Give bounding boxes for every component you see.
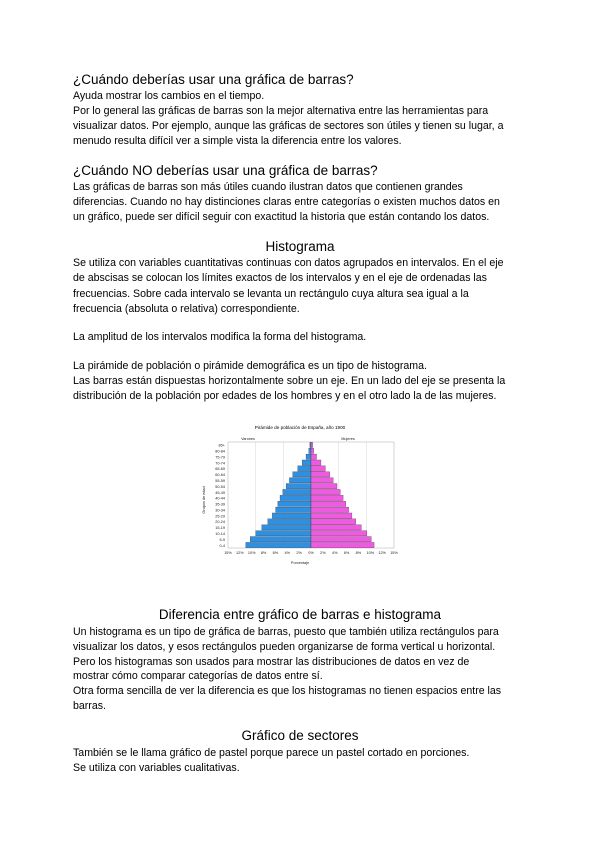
x-tick-label: 8% xyxy=(355,551,362,555)
x-tick-label: 6% xyxy=(272,551,279,555)
population-pyramid-svg xyxy=(198,418,402,568)
y-tick-label: 20-24 xyxy=(215,520,225,525)
bar-varones xyxy=(276,507,311,512)
x-axis-label: Porcentaje xyxy=(290,561,310,565)
population-pyramid-chart xyxy=(198,418,402,568)
bar-varones xyxy=(256,531,311,536)
bar-varones xyxy=(289,478,311,483)
bar-varones xyxy=(298,466,311,471)
heading-histograma: Histograma xyxy=(265,239,335,254)
paragraph-line: Un histograma es un tipo de gráfica de barras, puesto que también utiliza rectángulos para xyxy=(73,626,499,638)
paragraph-line: distribución de la población por edades de los hombres y en el otro lado la de las mujeres. xyxy=(73,390,497,402)
paragraph-line: Pero los histogramas son usados para mostrar las distribuciones de datos en vez de xyxy=(73,656,470,668)
x-tick-label: 15% xyxy=(224,551,232,555)
y-tick-label: 40-44 xyxy=(215,496,225,501)
y-tick-label: 0-4 xyxy=(219,543,225,548)
y-tick-label: 75-79 xyxy=(215,455,225,460)
x-tick-label: 12% xyxy=(378,551,386,555)
bar-mujeres xyxy=(311,519,356,524)
paragraph-line: mostrar cómo comparar categorías de datos entre sí. xyxy=(73,670,323,682)
bar-mujeres xyxy=(311,531,367,536)
bar-mujeres xyxy=(311,478,333,483)
paragraph-line: frecuencias. Sobre cada intervalo se levanta un rectángulo cuya altura sea igual a la xyxy=(73,288,469,300)
bar-varones xyxy=(309,448,311,453)
x-tick-label: 8% xyxy=(260,551,267,555)
paragraph-line: También se le llama gráfico de pastel porque parece un pastel cortado en porciones. xyxy=(73,747,470,759)
bar-mujeres xyxy=(311,454,317,459)
heading-when-not-use-bar-chart: ¿Cuándo NO deberías usar una gráfica de barras? xyxy=(73,163,378,178)
bar-varones xyxy=(302,460,311,465)
y-tick-label: 30-34 xyxy=(215,508,225,513)
y-tick-label: 70-74 xyxy=(215,461,225,466)
paragraph-line: diferencias. Cuando no hay distinciones claras entre categorías o existen muchos datos en xyxy=(73,196,500,208)
paragraph-line: Otra forma sencilla de ver la diferencia es que los histogramas no tienen espacios entre las xyxy=(73,685,502,697)
bar-varones xyxy=(262,525,311,530)
paragraph-line: frecuencia (absoluta o relativa) correspondiente. xyxy=(73,303,300,315)
x-tick-label: 4% xyxy=(331,551,338,555)
paragraph-line: un gráfico, puede ser difícil seguir con exactitud la historia que están contando los datos. xyxy=(73,211,490,223)
paragraph-line: visualizar datos. Por ejemplo, aunque las gráficas de sectores son útiles y tienen su lugar, a xyxy=(73,120,504,132)
paragraph-line: visualizar los datos, y esos rectángulos pueden organizarse de forma vertical u horizontal. xyxy=(73,641,496,653)
x-tick-label: 2% xyxy=(320,551,326,555)
bar-mujeres xyxy=(311,513,352,518)
x-tick-label: 10% xyxy=(247,551,256,555)
bar-varones xyxy=(250,537,311,542)
y-tick-label: 85+ xyxy=(218,443,225,448)
bar-mujeres xyxy=(311,460,321,465)
bar-varones xyxy=(310,442,311,447)
paragraph-line: Las gráficas de barras son más útiles cuando ilustran datos que contienen grandes xyxy=(73,181,463,193)
y-tick-label: 60-64 xyxy=(215,473,225,478)
y-tick-label: 5-9 xyxy=(219,537,225,542)
y-tick-label: 55-59 xyxy=(215,479,225,484)
bar-varones xyxy=(283,489,311,494)
legend-varones: Varones xyxy=(241,437,255,441)
y-tick-label: 15-19 xyxy=(215,526,225,531)
bar-varones xyxy=(268,519,311,524)
paragraph-line: barras. xyxy=(73,700,106,712)
bar-mujeres xyxy=(311,442,313,447)
paragraph-line: Se utiliza con variables cuantitativas continuas con datos agrupados en intervalos. En el eje xyxy=(73,257,504,269)
x-tick-label: 12% xyxy=(236,551,244,555)
x-tick-label: 15% xyxy=(390,551,398,555)
bar-mujeres xyxy=(311,472,330,477)
bar-mujeres xyxy=(311,501,346,506)
bar-varones xyxy=(286,484,311,489)
y-tick-label: 10-14 xyxy=(215,532,225,537)
paragraph-line: de abscisas se colocan los límites exactos de los intervalos y en el eje de ordenadas las xyxy=(73,272,487,284)
paragraph-line: Por lo general las gráficas de barras son la mejor alternativa entre las herramientas para xyxy=(73,105,489,117)
bar-varones xyxy=(272,513,311,518)
paragraph-line: La pirámide de población o pirámide demográfica es un tipo de histograma. xyxy=(73,360,427,372)
y-tick-label: 65-69 xyxy=(215,467,225,472)
y-tick-label: 45-49 xyxy=(215,490,225,495)
heading-diferencia: Diferencia entre gráfico de barras e histograma xyxy=(158,607,442,622)
x-tick-label: 0% xyxy=(308,551,314,555)
y-tick-label: 35-39 xyxy=(215,502,225,507)
x-tick-label: 2% xyxy=(296,551,302,555)
bar-mujeres xyxy=(311,489,340,494)
x-tick-label: 10% xyxy=(366,551,375,555)
paragraph-line: Ayuda mostrar los cambios en el tiempo. xyxy=(73,90,265,102)
bar-varones xyxy=(280,495,311,500)
bar-varones xyxy=(246,542,311,547)
paragraph-line: La amplitud de los intervalos modifica la forma del histograma. xyxy=(73,331,367,343)
y-tick-label: 50-54 xyxy=(215,484,225,489)
paragraph-line: Las barras están dispuestas horizontalmente sobre un eje. En un lado del eje se presenta la xyxy=(73,375,506,387)
paragraph-line: Se utiliza con variables cualitativas. xyxy=(73,762,240,774)
chart-title: Pirámide de población de España, año 1900 xyxy=(254,425,346,430)
bar-mujeres xyxy=(311,537,371,542)
x-tick-label: 4% xyxy=(284,551,291,555)
bar-mujeres xyxy=(311,466,325,471)
bar-varones xyxy=(306,454,311,459)
bar-varones xyxy=(293,472,311,477)
y-tick-label: 25-29 xyxy=(215,514,225,519)
bar-mujeres xyxy=(311,507,349,512)
bar-mujeres xyxy=(311,525,361,530)
bar-mujeres xyxy=(311,495,343,500)
bar-varones xyxy=(278,501,311,506)
x-tick-label: 6% xyxy=(343,551,350,555)
heading-grafico-sectores: Gráfico de sectores xyxy=(241,728,359,743)
bar-mujeres xyxy=(311,484,337,489)
bar-mujeres xyxy=(311,448,314,453)
bar-mujeres xyxy=(311,542,374,547)
heading-when-use-bar-chart: ¿Cuándo deberías usar una gráfica de barras? xyxy=(73,72,354,87)
paragraph-line: menudo resulta difícil ver a simple vista la diferencia entre los valores. xyxy=(73,135,402,147)
legend-mujeres: Mujeres xyxy=(341,437,355,441)
y-axis-label: Grupos de edad xyxy=(202,486,206,514)
y-tick-label: 80-84 xyxy=(215,449,225,454)
